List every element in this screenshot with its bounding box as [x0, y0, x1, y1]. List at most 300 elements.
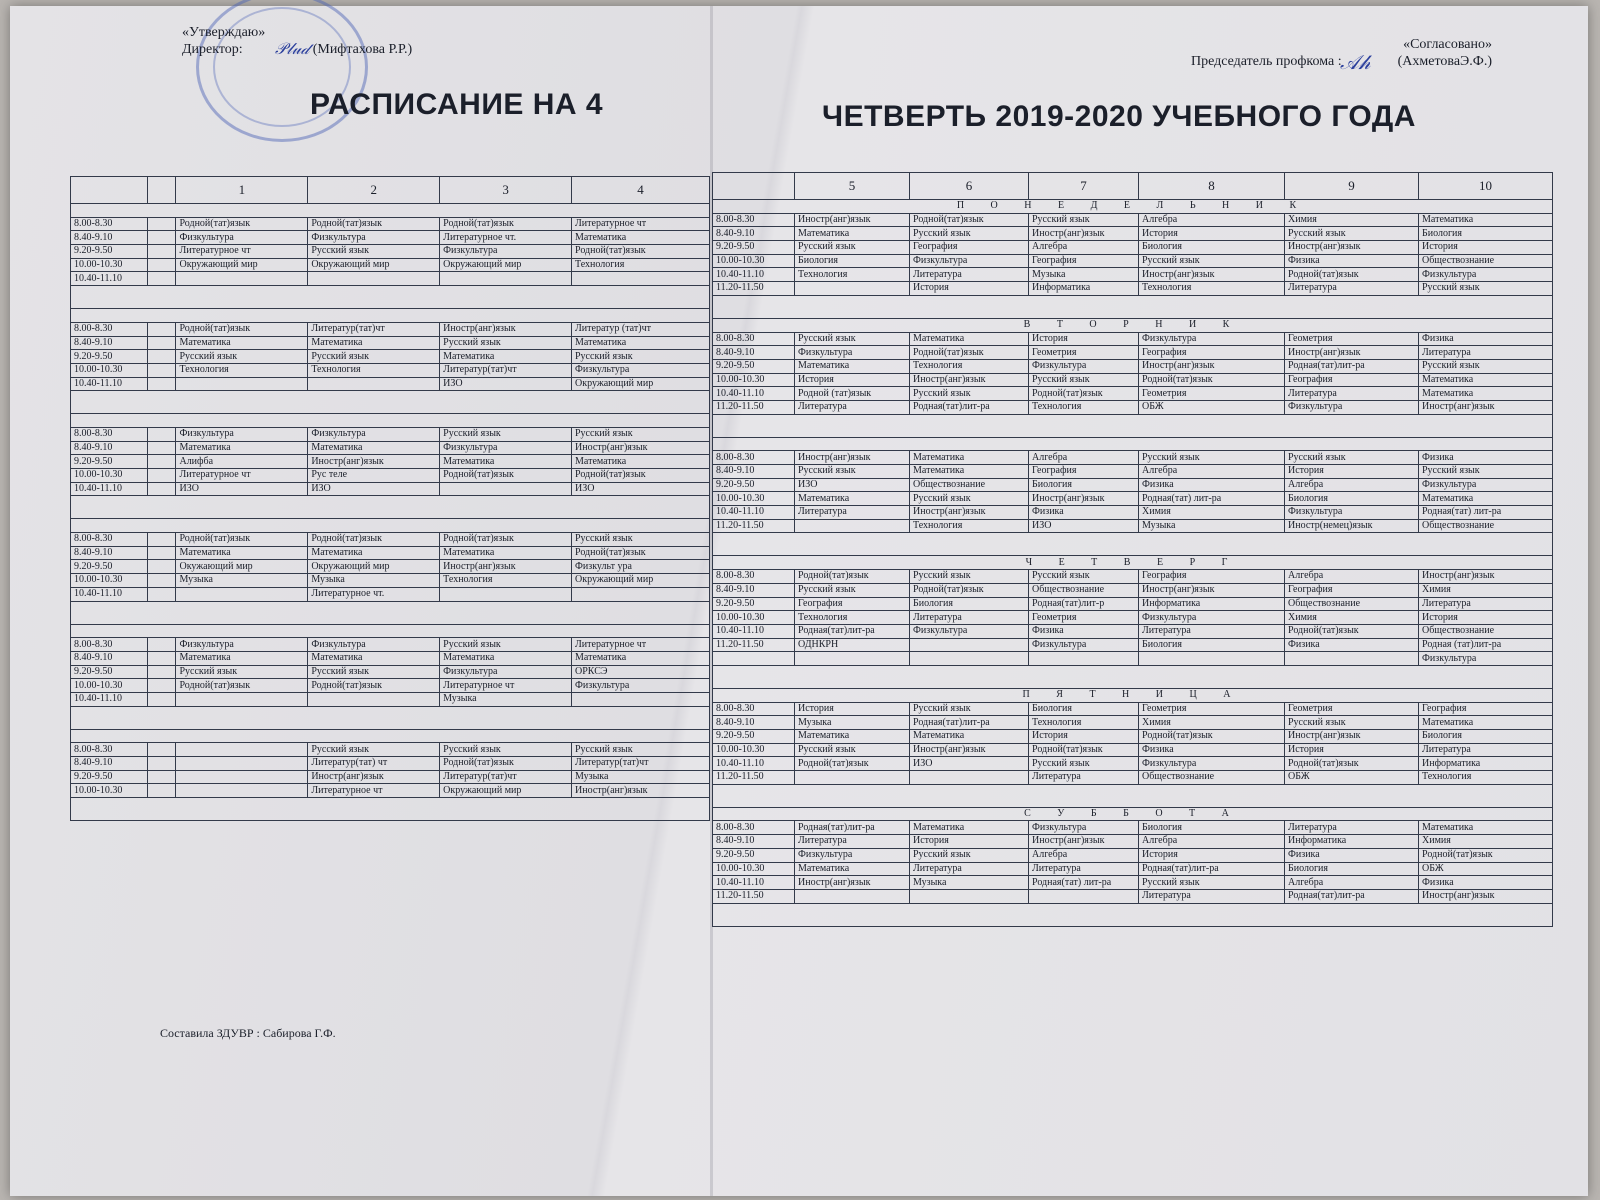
- lesson-subject: История: [910, 835, 1029, 849]
- lesson-row: [713, 359, 1553, 373]
- lesson-subject: Математика: [572, 336, 710, 350]
- lesson-row: [713, 889, 1553, 903]
- lesson-subject: Окружающий мир: [572, 574, 710, 588]
- class-number: 1: [176, 177, 308, 204]
- lesson-subject: Литература: [795, 400, 910, 414]
- lesson-subject: [176, 743, 308, 757]
- lesson-subject: Математика: [440, 651, 572, 665]
- lesson-subject: Русский язык: [176, 665, 308, 679]
- lesson-time: 10.40-11.10: [71, 482, 148, 496]
- lesson-subject: Литература: [910, 862, 1029, 876]
- lesson-subject: Обществознание: [1285, 597, 1419, 611]
- lesson-subject: Музыка: [1139, 519, 1285, 533]
- lesson-subject: Литература: [795, 835, 910, 849]
- chair-name: (АхметоваЭ.Ф.): [1397, 54, 1492, 69]
- lesson-subject: Физкультура: [1139, 757, 1285, 771]
- lesson-subject: Окружающий мир: [308, 560, 440, 574]
- lesson-subject: [308, 377, 440, 391]
- blank-cell: [148, 665, 176, 679]
- approval-label: «Утверждаю»: [182, 25, 266, 40]
- chair-label: Председатель профкома :: [1191, 54, 1342, 69]
- spacer-cell: [71, 286, 710, 309]
- blank-cell: [148, 336, 176, 350]
- lesson-row: [713, 282, 1553, 296]
- lesson-subject: Родной(тат)язык: [1285, 268, 1419, 282]
- lesson-subject: Русский язык: [308, 665, 440, 679]
- lesson-subject: Родная(тат) лит-ра: [1139, 492, 1285, 506]
- lesson-subject: Обществознание: [1139, 771, 1285, 785]
- lesson-subject: Математика: [795, 492, 910, 506]
- lesson-subject: Алгебра: [1139, 465, 1285, 479]
- blank-cell: [148, 587, 176, 601]
- lesson-row: [713, 506, 1553, 520]
- lesson-subject: Родной(тат)язык: [1139, 730, 1285, 744]
- lesson-subject: История: [1139, 227, 1285, 241]
- blank-cell: [148, 482, 176, 496]
- spacer-cell: [713, 295, 1553, 318]
- lesson-subject: Русский язык: [1139, 876, 1285, 890]
- class-number: [71, 177, 148, 204]
- lesson-subject: ИЗО: [176, 482, 308, 496]
- lesson-subject: Иностр(анг)язык: [1029, 227, 1139, 241]
- lesson-subject: Русский язык: [910, 387, 1029, 401]
- lesson-subject: Обществознание: [1419, 519, 1553, 533]
- lesson-subject: Математика: [440, 546, 572, 560]
- lesson-row: [713, 848, 1553, 862]
- lesson-time: 10.40-11.10: [713, 757, 795, 771]
- lesson-time: 8.40-9.10: [713, 583, 795, 597]
- blank-cell: [148, 770, 176, 784]
- lesson-subject: Музыка: [176, 574, 308, 588]
- lesson-subject: Математика: [910, 730, 1029, 744]
- lesson-row: [713, 583, 1553, 597]
- lesson-time: 10.00-10.30: [713, 373, 795, 387]
- day-name: [71, 519, 710, 533]
- lesson-subject: Русский язык: [308, 350, 440, 364]
- lesson-subject: Иностр(анг)язык: [1419, 400, 1553, 414]
- lesson-subject: Физкультура: [440, 665, 572, 679]
- spacer-cell: [71, 391, 710, 414]
- lesson-subject: Математика: [176, 651, 308, 665]
- day-row: [713, 688, 1553, 702]
- lesson-subject: Геометрия: [1029, 346, 1139, 360]
- lesson-subject: Математика: [308, 336, 440, 350]
- lesson-row: [71, 560, 710, 574]
- lesson-subject: ОБЖ: [1285, 771, 1419, 785]
- day-name: Ч Е Т В Е Р Г: [713, 556, 1553, 570]
- lesson-subject: Иностр(анг)язык: [910, 743, 1029, 757]
- lesson-subject: Алгебра: [1285, 478, 1419, 492]
- lesson-subject: Иностр(анг)язык: [910, 373, 1029, 387]
- lesson-subject: Геометрия: [1285, 332, 1419, 346]
- lesson-subject: [176, 692, 308, 706]
- spacer-row: [713, 533, 1553, 556]
- lesson-subject: Математика: [1419, 821, 1553, 835]
- lesson-subject: Родной(тат)язык: [1285, 624, 1419, 638]
- lesson-subject: Родной(тат)язык: [440, 217, 572, 231]
- lesson-subject: География: [795, 597, 910, 611]
- lesson-subject: Обществознание: [1419, 254, 1553, 268]
- class-header-row: [71, 177, 710, 204]
- lesson-subject: Технология: [308, 363, 440, 377]
- lesson-subject: Родной(тат)язык: [1419, 848, 1553, 862]
- lesson-subject: Иностр(анг)язык: [308, 455, 440, 469]
- lesson-subject: Русский язык: [176, 350, 308, 364]
- lesson-subject: Литератур(тат) чт: [308, 757, 440, 771]
- lesson-subject: [176, 272, 308, 286]
- lesson-subject: Музыка: [440, 692, 572, 706]
- lesson-subject: [1285, 652, 1419, 666]
- lesson-subject: Технология: [176, 363, 308, 377]
- spacer-row: [713, 414, 1553, 437]
- lesson-subject: Обществознание: [1419, 624, 1553, 638]
- lesson-subject: Математика: [910, 451, 1029, 465]
- lesson-time: 8.40-9.10: [71, 336, 148, 350]
- lesson-subject: Родной(тат)язык: [910, 213, 1029, 227]
- lesson-subject: Физкультура: [1139, 332, 1285, 346]
- day-row: [713, 807, 1553, 821]
- blank-cell: [148, 377, 176, 391]
- blank-cell: [148, 245, 176, 259]
- lesson-subject: История: [910, 282, 1029, 296]
- lesson-subject: ИЗО: [572, 482, 710, 496]
- lesson-subject: Математика: [440, 455, 572, 469]
- lesson-subject: Литература: [1285, 282, 1419, 296]
- lesson-time: 9.20-9.50: [71, 245, 148, 259]
- spacer-cell: [713, 784, 1553, 807]
- lesson-subject: Русский язык: [910, 492, 1029, 506]
- lesson-subject: Иностр(анг)язык: [1139, 583, 1285, 597]
- lesson-row: [713, 332, 1553, 346]
- lesson-row: [71, 217, 710, 231]
- lesson-time: 11.20-11.50: [713, 771, 795, 785]
- lesson-row: [71, 482, 710, 496]
- lesson-subject: Технология: [1029, 716, 1139, 730]
- class-number: 6: [910, 173, 1029, 200]
- lesson-subject: Музыка: [910, 876, 1029, 890]
- lesson-row: [71, 665, 710, 679]
- lesson-subject: Русский язык: [1029, 570, 1139, 584]
- lesson-subject: Литературное чт: [572, 638, 710, 652]
- blank-cell: [148, 455, 176, 469]
- lesson-subject: Математика: [572, 231, 710, 245]
- lesson-subject: [176, 770, 308, 784]
- lesson-row: [71, 363, 710, 377]
- lesson-subject: [440, 587, 572, 601]
- lesson-time: 10.00-10.30: [713, 743, 795, 757]
- lesson-subject: Физкультура: [910, 624, 1029, 638]
- lesson-subject: Литература: [1029, 862, 1139, 876]
- lesson-row: [713, 730, 1553, 744]
- lesson-time: 9.20-9.50: [713, 359, 795, 373]
- lesson-row: [713, 400, 1553, 414]
- blank-cell: [148, 757, 176, 771]
- lesson-subject: Литературное чт: [176, 469, 308, 483]
- lesson-subject: История: [1285, 465, 1419, 479]
- lesson-row: [713, 387, 1553, 401]
- lesson-subject: Иностр(анг)язык: [1419, 889, 1553, 903]
- lesson-subject: [1139, 652, 1285, 666]
- lesson-row: [713, 611, 1553, 625]
- lesson-subject: Родной(тат)язык: [910, 346, 1029, 360]
- day-name: С У Б Б О Т А: [713, 807, 1553, 821]
- blank-cell: [148, 546, 176, 560]
- lesson-subject: Иностр(анг)язык: [1285, 241, 1419, 255]
- lesson-subject: [572, 587, 710, 601]
- blank-cell: [148, 322, 176, 336]
- spacer-row: [71, 391, 710, 414]
- blank-cell: [148, 574, 176, 588]
- lesson-subject: Литератур(тат)чт: [308, 322, 440, 336]
- lesson-subject: Окружающий мир: [572, 377, 710, 391]
- day-row: [713, 556, 1553, 570]
- lesson-row: [713, 702, 1553, 716]
- lesson-row: [713, 862, 1553, 876]
- lesson-time: 9.20-9.50: [713, 478, 795, 492]
- lesson-subject: Геометрия: [1139, 702, 1285, 716]
- lesson-subject: Русский язык: [795, 583, 910, 597]
- lesson-time: 8.00-8.30: [71, 217, 148, 231]
- class-number: 10: [1419, 173, 1553, 200]
- lesson-time: 8.00-8.30: [71, 322, 148, 336]
- spacer-cell: [713, 903, 1553, 926]
- lesson-subject: ИЗО: [308, 482, 440, 496]
- lesson-subject: Математика: [176, 441, 308, 455]
- lesson-time: 8.40-9.10: [713, 716, 795, 730]
- lesson-row: [713, 451, 1553, 465]
- lesson-subject: Химия: [1419, 583, 1553, 597]
- lesson-subject: Иностр(анг)язык: [308, 770, 440, 784]
- lesson-subject: Физкультура: [176, 638, 308, 652]
- lesson-subject: Информатика: [1029, 282, 1139, 296]
- lesson-subject: Физкультура: [308, 427, 440, 441]
- lesson-subject: Русский язык: [910, 227, 1029, 241]
- lesson-subject: Родная(тат) лит-ра: [1419, 506, 1553, 520]
- lesson-subject: ИЗО: [795, 478, 910, 492]
- lesson-subject: Русский язык: [1029, 757, 1139, 771]
- lesson-time: 10.00-10.30: [71, 784, 148, 798]
- lesson-subject: Русский язык: [308, 743, 440, 757]
- lesson-subject: Математика: [910, 821, 1029, 835]
- lesson-time: 8.00-8.30: [713, 570, 795, 584]
- lesson-subject: Русский язык: [440, 743, 572, 757]
- lesson-subject: География: [1419, 702, 1553, 716]
- lesson-subject: Литература: [910, 268, 1029, 282]
- lesson-subject: Технология: [440, 574, 572, 588]
- lesson-time: 8.40-9.10: [713, 227, 795, 241]
- lesson-row: [713, 743, 1553, 757]
- lesson-subject: [795, 652, 910, 666]
- lesson-subject: Иностр(анг)язык: [440, 560, 572, 574]
- lesson-row: [713, 835, 1553, 849]
- lesson-row: [713, 213, 1553, 227]
- lesson-time: 9.20-9.50: [71, 350, 148, 364]
- lesson-subject: Математика: [440, 350, 572, 364]
- lesson-row: [713, 597, 1553, 611]
- lesson-subject: Родной(тат)язык: [176, 679, 308, 693]
- lesson-subject: Математика: [910, 332, 1029, 346]
- lesson-subject: [910, 889, 1029, 903]
- blank-cell: [148, 743, 176, 757]
- lesson-subject: Физкультура: [795, 848, 910, 862]
- director-label: Директор:: [182, 42, 243, 57]
- lesson-subject: Физкультура: [572, 363, 710, 377]
- lesson-row: [71, 336, 710, 350]
- lesson-subject: [910, 652, 1029, 666]
- lesson-subject: Русский язык: [1419, 282, 1553, 296]
- lesson-time: 10.00-10.30: [71, 679, 148, 693]
- lesson-subject: Русский язык: [795, 241, 910, 255]
- lesson-subject: ОБЖ: [1139, 400, 1285, 414]
- lesson-subject: Математика: [1419, 492, 1553, 506]
- lesson-subject: Физкультура: [176, 231, 308, 245]
- lesson-subject: Русский язык: [1419, 465, 1553, 479]
- lesson-subject: Русский язык: [440, 427, 572, 441]
- blank-cell: [148, 469, 176, 483]
- blank-cell: [148, 217, 176, 231]
- lesson-time: 8.00-8.30: [713, 451, 795, 465]
- lesson-subject: Родной(тат)язык: [176, 217, 308, 231]
- lesson-subject: Геометрия: [1029, 611, 1139, 625]
- lesson-row: [71, 441, 710, 455]
- footer-compiler: Составила ЗДУВР : Сабирова Г.Ф.: [160, 1026, 336, 1040]
- lesson-subject: Литература: [1419, 346, 1553, 360]
- lesson-subject: Биология: [1285, 862, 1419, 876]
- lesson-row: [71, 231, 710, 245]
- left-schedule-table: [70, 176, 710, 821]
- blank-cell: [148, 679, 176, 693]
- lesson-row: [71, 427, 710, 441]
- lesson-subject: Технология: [1139, 282, 1285, 296]
- lesson-time: 8.40-9.10: [713, 835, 795, 849]
- lesson-subject: Родной(тат)язык: [176, 533, 308, 547]
- lesson-subject: Русский язык: [795, 465, 910, 479]
- lesson-subject: Родной(тат)язык: [440, 533, 572, 547]
- lesson-subject: ИЗО: [440, 377, 572, 391]
- lesson-subject: Литератур(тат)чт: [440, 363, 572, 377]
- lesson-row: [71, 258, 710, 272]
- lesson-subject: Физкультура: [1029, 359, 1139, 373]
- lesson-row: [71, 587, 710, 601]
- lesson-subject: Информатика: [1139, 597, 1285, 611]
- lesson-subject: Биология: [1285, 492, 1419, 506]
- blank-cell: [148, 350, 176, 364]
- lesson-time: 9.20-9.50: [713, 730, 795, 744]
- lesson-subject: География: [1285, 373, 1419, 387]
- lesson-time: 11.20-11.50: [713, 889, 795, 903]
- lesson-subject: Русский язык: [440, 638, 572, 652]
- lesson-subject: Биология: [1139, 241, 1285, 255]
- spacer-cell: [71, 496, 710, 519]
- lesson-subject: Физика: [1139, 743, 1285, 757]
- lesson-subject: [176, 377, 308, 391]
- lesson-subject: Физкультура: [440, 441, 572, 455]
- lesson-subject: Родной(тат)язык: [572, 546, 710, 560]
- lesson-time: 10.00-10.30: [713, 611, 795, 625]
- blank-cell: [148, 258, 176, 272]
- lesson-time: 8.40-9.10: [71, 441, 148, 455]
- lesson-subject: Геометрия: [1139, 387, 1285, 401]
- blank-cell: [148, 441, 176, 455]
- class-header-row: [713, 173, 1553, 200]
- spacer-cell: [71, 706, 710, 729]
- lesson-subject: Родная(тат)лит-ра: [1139, 862, 1285, 876]
- lesson-subject: Иностр(анг)язык: [1285, 730, 1419, 744]
- lesson-subject: Родная(тат)лит-ра: [795, 624, 910, 638]
- day-row: [713, 437, 1553, 451]
- lesson-subject: Биология: [1419, 730, 1553, 744]
- lesson-row: [713, 638, 1553, 652]
- lesson-subject: Физкультура: [308, 638, 440, 652]
- lesson-subject: Физкульт ура: [572, 560, 710, 574]
- lesson-subject: Технология: [795, 611, 910, 625]
- lesson-subject: Технология: [795, 268, 910, 282]
- lesson-subject: Родной(тат)язык: [1285, 757, 1419, 771]
- lesson-subject: Физика: [1029, 624, 1139, 638]
- lesson-row: [713, 268, 1553, 282]
- lesson-subject: Физика: [1285, 254, 1419, 268]
- lesson-subject: Физкультура: [1419, 268, 1553, 282]
- lesson-subject: Родной(тат)язык: [1029, 387, 1139, 401]
- lesson-subject: Литератур(тат)чт: [440, 770, 572, 784]
- lesson-time: 10.40-11.10: [71, 377, 148, 391]
- lesson-subject: [795, 282, 910, 296]
- lesson-subject: Литературное чт.: [308, 587, 440, 601]
- spacer-cell: [71, 601, 710, 624]
- lesson-row: [713, 519, 1553, 533]
- lesson-subject: Иностр(анг)язык: [795, 876, 910, 890]
- schedule-sheet: [10, 6, 1588, 1196]
- lesson-subject: Литература: [1139, 889, 1285, 903]
- blank-cell: [148, 692, 176, 706]
- lesson-subject: Окружающий мир: [440, 784, 572, 798]
- lesson-subject: [910, 638, 1029, 652]
- blank-cell: [148, 363, 176, 377]
- lesson-subject: Иностр(анг)язык: [910, 506, 1029, 520]
- lesson-subject: Математика: [795, 227, 910, 241]
- lesson-subject: Химия: [1419, 835, 1553, 849]
- lesson-subject: Русский язык: [308, 245, 440, 259]
- lesson-subject: Иностр(анг)язык: [572, 441, 710, 455]
- lesson-subject: География: [910, 241, 1029, 255]
- lesson-subject: ОРКСЭ: [572, 665, 710, 679]
- lesson-time: 11.20-11.50: [713, 400, 795, 414]
- lesson-subject: История: [1029, 332, 1139, 346]
- lesson-subject: Алгебра: [1139, 213, 1285, 227]
- day-row: [71, 729, 710, 743]
- lesson-subject: Алгебра: [1029, 451, 1139, 465]
- lesson-subject: Физкультура: [1285, 400, 1419, 414]
- lesson-row: [71, 574, 710, 588]
- day-name: П О Н Е Д Е Л Ь Н И К: [713, 200, 1553, 214]
- lesson-subject: Русский язык: [440, 336, 572, 350]
- lesson-subject: Литературное чт: [176, 245, 308, 259]
- lesson-subject: Математика: [308, 651, 440, 665]
- lesson-subject: Биология: [910, 597, 1029, 611]
- lesson-time: 8.00-8.30: [71, 533, 148, 547]
- lesson-row: [71, 638, 710, 652]
- spacer-row: [71, 496, 710, 519]
- lesson-subject: История: [1139, 848, 1285, 862]
- lesson-row: [713, 570, 1553, 584]
- lesson-row: [71, 651, 710, 665]
- lesson-time: 10.40-11.10: [713, 624, 795, 638]
- lesson-subject: Физкультура: [1139, 611, 1285, 625]
- lesson-subject: Биология: [1139, 821, 1285, 835]
- lesson-subject: История: [1419, 241, 1553, 255]
- lesson-row: [713, 716, 1553, 730]
- day-row: [71, 204, 710, 218]
